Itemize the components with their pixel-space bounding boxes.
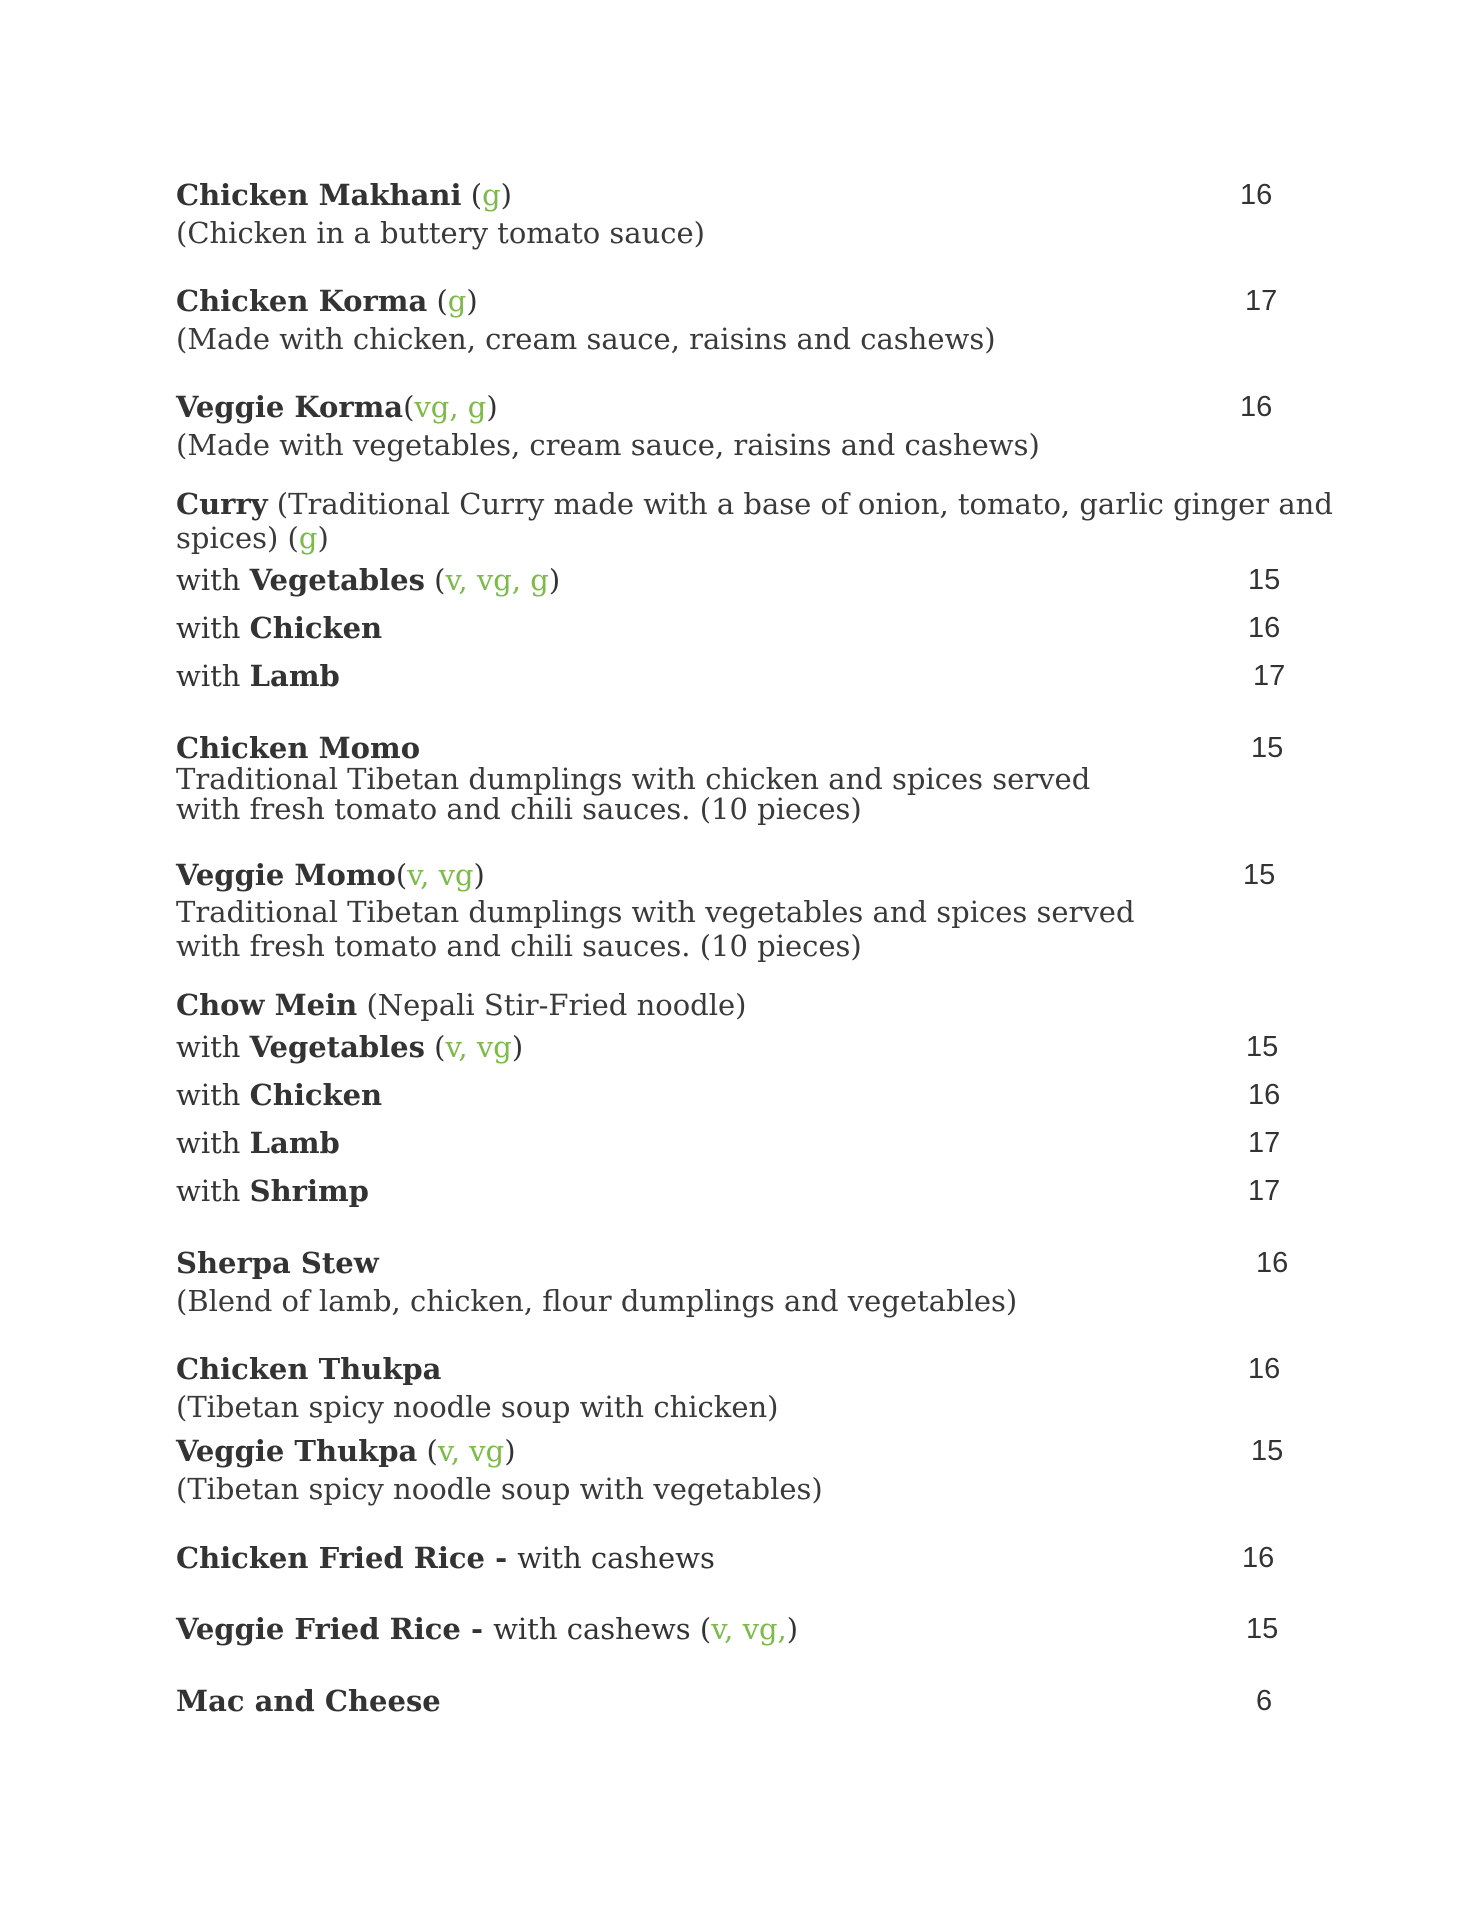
price-chicken-makhani: 16 — [1240, 179, 1273, 211]
option-prefix: with — [176, 1126, 250, 1160]
tag-close: ) — [504, 1434, 516, 1468]
price-chowmein-vegetables: 15 — [1246, 1031, 1279, 1063]
item-extra: with cashews — [517, 1541, 715, 1575]
option-prefix: with — [176, 659, 250, 693]
item-name: Chicken Makhani — [176, 178, 462, 212]
tag-close: ) — [500, 178, 512, 212]
chowmein-option-lamb — [176, 1126, 340, 1160]
chowmein-option-chicken — [176, 1078, 382, 1112]
tag-open: ( — [427, 284, 448, 318]
item-sherpa-stew: Sherpa Stew — [176, 1246, 379, 1280]
item-chicken-makhani — [176, 178, 512, 212]
tag-close: ) — [317, 521, 329, 555]
price-chicken-fried-rice: 16 — [1242, 1542, 1275, 1574]
item-name: Curry — [176, 487, 268, 521]
price-chowmein-shrimp: 17 — [1248, 1175, 1281, 1207]
diet-tags: g — [298, 521, 318, 555]
desc-veggie-momo-1: Traditional Tibetan dumplings with vegetables and spices served — [176, 895, 1135, 929]
diet-tags: v, vg — [445, 1030, 512, 1064]
item-veggie-fried-rice — [176, 1612, 798, 1646]
price-chicken-momo: 15 — [1251, 732, 1284, 764]
tag-open: ( — [424, 563, 446, 597]
dash: - — [460, 1612, 494, 1646]
desc-chicken-momo-2: with fresh tomato and chili sauces. (10 pieces) — [176, 792, 862, 826]
tag-open: ( — [424, 1030, 446, 1064]
curry-option-vegetables — [176, 563, 560, 597]
desc-chicken-korma: (Made with chicken, cream sauce, raisins and cashews) — [176, 322, 996, 356]
option-prefix: with — [176, 563, 250, 597]
option-prefix: with — [176, 1030, 250, 1064]
price-chicken-thukpa: 16 — [1248, 1353, 1281, 1385]
diet-tags: v, vg — [407, 858, 474, 892]
item-chicken-thukpa: Chicken Thukpa — [176, 1352, 442, 1386]
price-sherpa-stew: 16 — [1256, 1247, 1289, 1279]
chow-mein-desc: (Nepali Stir-Fried noodle) — [357, 988, 747, 1022]
option-name: Lamb — [249, 659, 340, 693]
tag-close: ) — [486, 390, 498, 424]
item-name: Chicken Fried Rice — [176, 1541, 485, 1575]
curry-desc-line2 — [176, 521, 329, 555]
item-chicken-fried-rice — [176, 1541, 715, 1575]
diet-tags: v, vg — [437, 1434, 505, 1468]
item-chow-mein — [176, 988, 747, 1022]
item-mac-and-cheese: Mac and Cheese — [176, 1684, 441, 1718]
item-name: Chicken Korma — [176, 284, 428, 318]
tag-close: ) — [548, 563, 561, 597]
tag-open: ( — [395, 858, 408, 892]
tag-close: ) — [511, 1030, 524, 1064]
desc-chicken-thukpa: (Tibetan spicy noodle soup with chicken) — [176, 1390, 779, 1424]
curry-desc-cont: spices) ( — [176, 521, 299, 555]
item-chicken-momo: Chicken Momo — [176, 731, 421, 765]
option-name: Chicken — [249, 1078, 383, 1112]
option-name: Vegetables — [249, 563, 425, 597]
diet-tags: vg, g — [414, 390, 487, 424]
item-chicken-korma — [176, 284, 478, 318]
price-chicken-korma: 17 — [1245, 285, 1278, 317]
chowmein-option-vegetables — [176, 1030, 523, 1064]
desc-chicken-makhani: (Chicken in a buttery tomato sauce) — [176, 216, 705, 250]
price-veggie-momo: 15 — [1243, 859, 1276, 891]
option-name: Shrimp — [249, 1174, 369, 1208]
diet-tags: v, vg, — [711, 1612, 787, 1646]
tag-open: ( — [461, 178, 483, 212]
item-name: Veggie Fried Rice — [176, 1612, 461, 1646]
price-veggie-fried-rice: 15 — [1246, 1613, 1279, 1645]
price-curry-lamb: 17 — [1253, 660, 1286, 692]
item-extra: with cashews ( — [493, 1612, 712, 1646]
desc-chicken-momo-1: Traditional Tibetan dumplings with chicken and spices served — [176, 762, 1091, 796]
tag-close: ) — [473, 858, 485, 892]
item-name: Veggie Momo — [176, 858, 396, 892]
option-prefix: with — [176, 1174, 250, 1208]
desc-veggie-momo-2: with fresh tomato and chili sauces. (10 pieces) — [176, 929, 862, 963]
price-veggie-thukpa: 15 — [1251, 1435, 1284, 1467]
price-curry-vegetables: 15 — [1248, 564, 1281, 596]
desc-veggie-korma: (Made with vegetables, cream sauce, raisins and cashews) — [176, 428, 1040, 462]
price-curry-chicken: 16 — [1248, 612, 1281, 644]
item-name: Veggie Korma — [176, 390, 404, 424]
option-prefix: with — [176, 1078, 250, 1112]
option-prefix: with — [176, 611, 250, 645]
item-veggie-korma — [176, 390, 498, 424]
item-name: Veggie Thukpa — [176, 1434, 418, 1468]
option-name: Lamb — [249, 1126, 340, 1160]
price-veggie-korma: 16 — [1240, 391, 1273, 423]
curry-option-chicken — [176, 611, 382, 645]
curry-desc: (Traditional Curry made with a base of onion, tomato, garlic ginger and — [267, 487, 1333, 521]
diet-tags: g — [482, 178, 501, 212]
item-veggie-momo — [176, 858, 485, 892]
diet-tags: v, vg, g — [445, 563, 549, 597]
item-veggie-thukpa — [176, 1434, 516, 1468]
item-curry — [176, 487, 1333, 521]
desc-veggie-thukpa: (Tibetan spicy noodle soup with vegetables) — [176, 1472, 823, 1506]
item-name: Chow Mein — [176, 988, 358, 1022]
price-chowmein-lamb: 17 — [1248, 1127, 1281, 1159]
desc-sherpa-stew: (Blend of lamb, chicken, flour dumplings and vegetables) — [176, 1284, 1018, 1318]
tag-open: ( — [417, 1434, 438, 1468]
chowmein-option-shrimp — [176, 1174, 369, 1208]
curry-option-lamb — [176, 659, 340, 693]
option-name: Vegetables — [249, 1030, 425, 1064]
dash: - — [485, 1541, 518, 1575]
tag-close: ) — [786, 1612, 799, 1646]
tag-open: ( — [403, 390, 415, 424]
diet-tags: g — [447, 284, 467, 318]
price-chowmein-chicken: 16 — [1248, 1079, 1281, 1111]
tag-close: ) — [466, 284, 478, 318]
price-mac-and-cheese: 6 — [1256, 1685, 1273, 1717]
option-name: Chicken — [249, 611, 383, 645]
